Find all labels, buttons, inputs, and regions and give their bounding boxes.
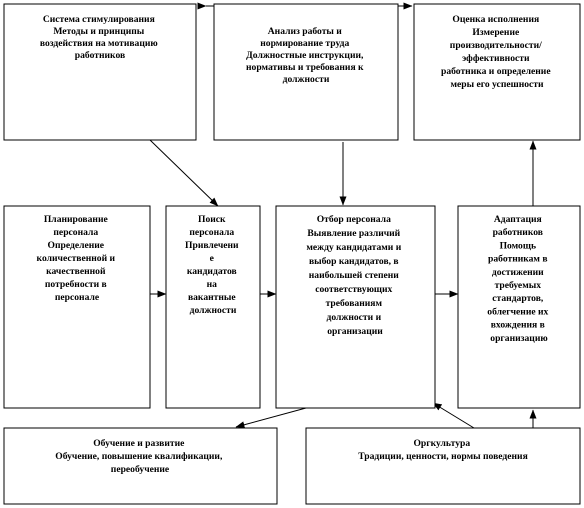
label-line: переобучение: [110, 464, 170, 475]
label-line: Методы и принципы: [53, 26, 145, 37]
label-line: работника и определение: [440, 66, 551, 77]
label-line: Поиск: [198, 214, 226, 225]
label-line: Отбор персонала: [316, 214, 391, 225]
label-line: Выявление различий: [307, 228, 401, 239]
node-adaptation: [458, 206, 580, 408]
label-line: кандидатов: [186, 266, 237, 277]
label-line: вакантные: [187, 292, 236, 303]
label-line: стандартов,: [492, 293, 544, 305]
label-line: эффективности: [462, 53, 530, 64]
label-line: Помощь: [499, 240, 537, 252]
label-line: Традиции, ценности, нормы поведения: [358, 451, 528, 462]
label-line: потребности в: [44, 279, 107, 290]
label-line: Измерение: [472, 27, 520, 38]
label-line: работникам в: [488, 253, 548, 265]
node-motivation: [4, 4, 196, 140]
edge-selection-training: [236, 408, 306, 427]
label-line: Адаптация: [493, 214, 542, 225]
label-line: Система стимулирования: [42, 14, 155, 25]
label-line: Обучение и развитие: [93, 438, 185, 449]
label-line: должности и: [326, 312, 382, 323]
node-performance: [414, 4, 580, 140]
label-line: достижении: [491, 266, 544, 278]
node-search: [166, 206, 260, 408]
label-line: облегчение их: [487, 306, 549, 318]
label-line: Оргкультура: [413, 438, 471, 449]
label-line: наибольшей степени: [308, 270, 399, 281]
label-line: должности: [189, 305, 237, 316]
label-line: количественной и: [36, 253, 116, 264]
node-training: [4, 428, 277, 504]
label-line: организацию: [490, 332, 548, 344]
label-line: Определение: [47, 240, 105, 251]
node-planning: [4, 206, 150, 408]
label-line: между кандидатами и: [306, 242, 402, 253]
label-line: Оценка исполнения: [452, 14, 540, 25]
node-job-analysis: [214, 4, 398, 140]
label-line: должности: [282, 74, 330, 85]
label-line: качественной: [46, 266, 106, 277]
label-line: нормирование труда: [260, 38, 350, 49]
label-line: вхождения в: [490, 319, 545, 331]
label-line: выбор кандидатов, в: [308, 256, 399, 267]
label-line: работников: [492, 227, 543, 239]
label-line: е: [209, 253, 214, 264]
label-line: воздействия на мотивацию: [39, 38, 158, 49]
label-line: требуемых: [494, 280, 542, 291]
label-line: нормативы и требования к: [246, 62, 364, 73]
label-line: Должностные инструкции,: [246, 50, 364, 61]
label-line: на: [206, 279, 217, 290]
label-line: Планирование: [43, 214, 108, 225]
label-line: работников: [74, 50, 126, 61]
label-line: Обучение, повышение квалификации,: [55, 451, 223, 462]
label-line: соответствующих: [315, 284, 393, 295]
label-line: производительности/: [449, 40, 542, 51]
label-line: персонале: [54, 292, 100, 303]
node-selection: [276, 206, 435, 408]
label-line: организации: [327, 326, 383, 337]
label-line: меры его успешности: [450, 79, 544, 90]
label-line: персонала: [189, 227, 235, 238]
label-line: требованиям: [325, 298, 383, 309]
label-line: Привлечени: [185, 240, 239, 251]
label-line: Анализ работы и: [267, 26, 342, 37]
edge-motivation-search: [150, 140, 218, 206]
node-culture: [306, 428, 580, 504]
label-line: персонала: [53, 227, 99, 238]
